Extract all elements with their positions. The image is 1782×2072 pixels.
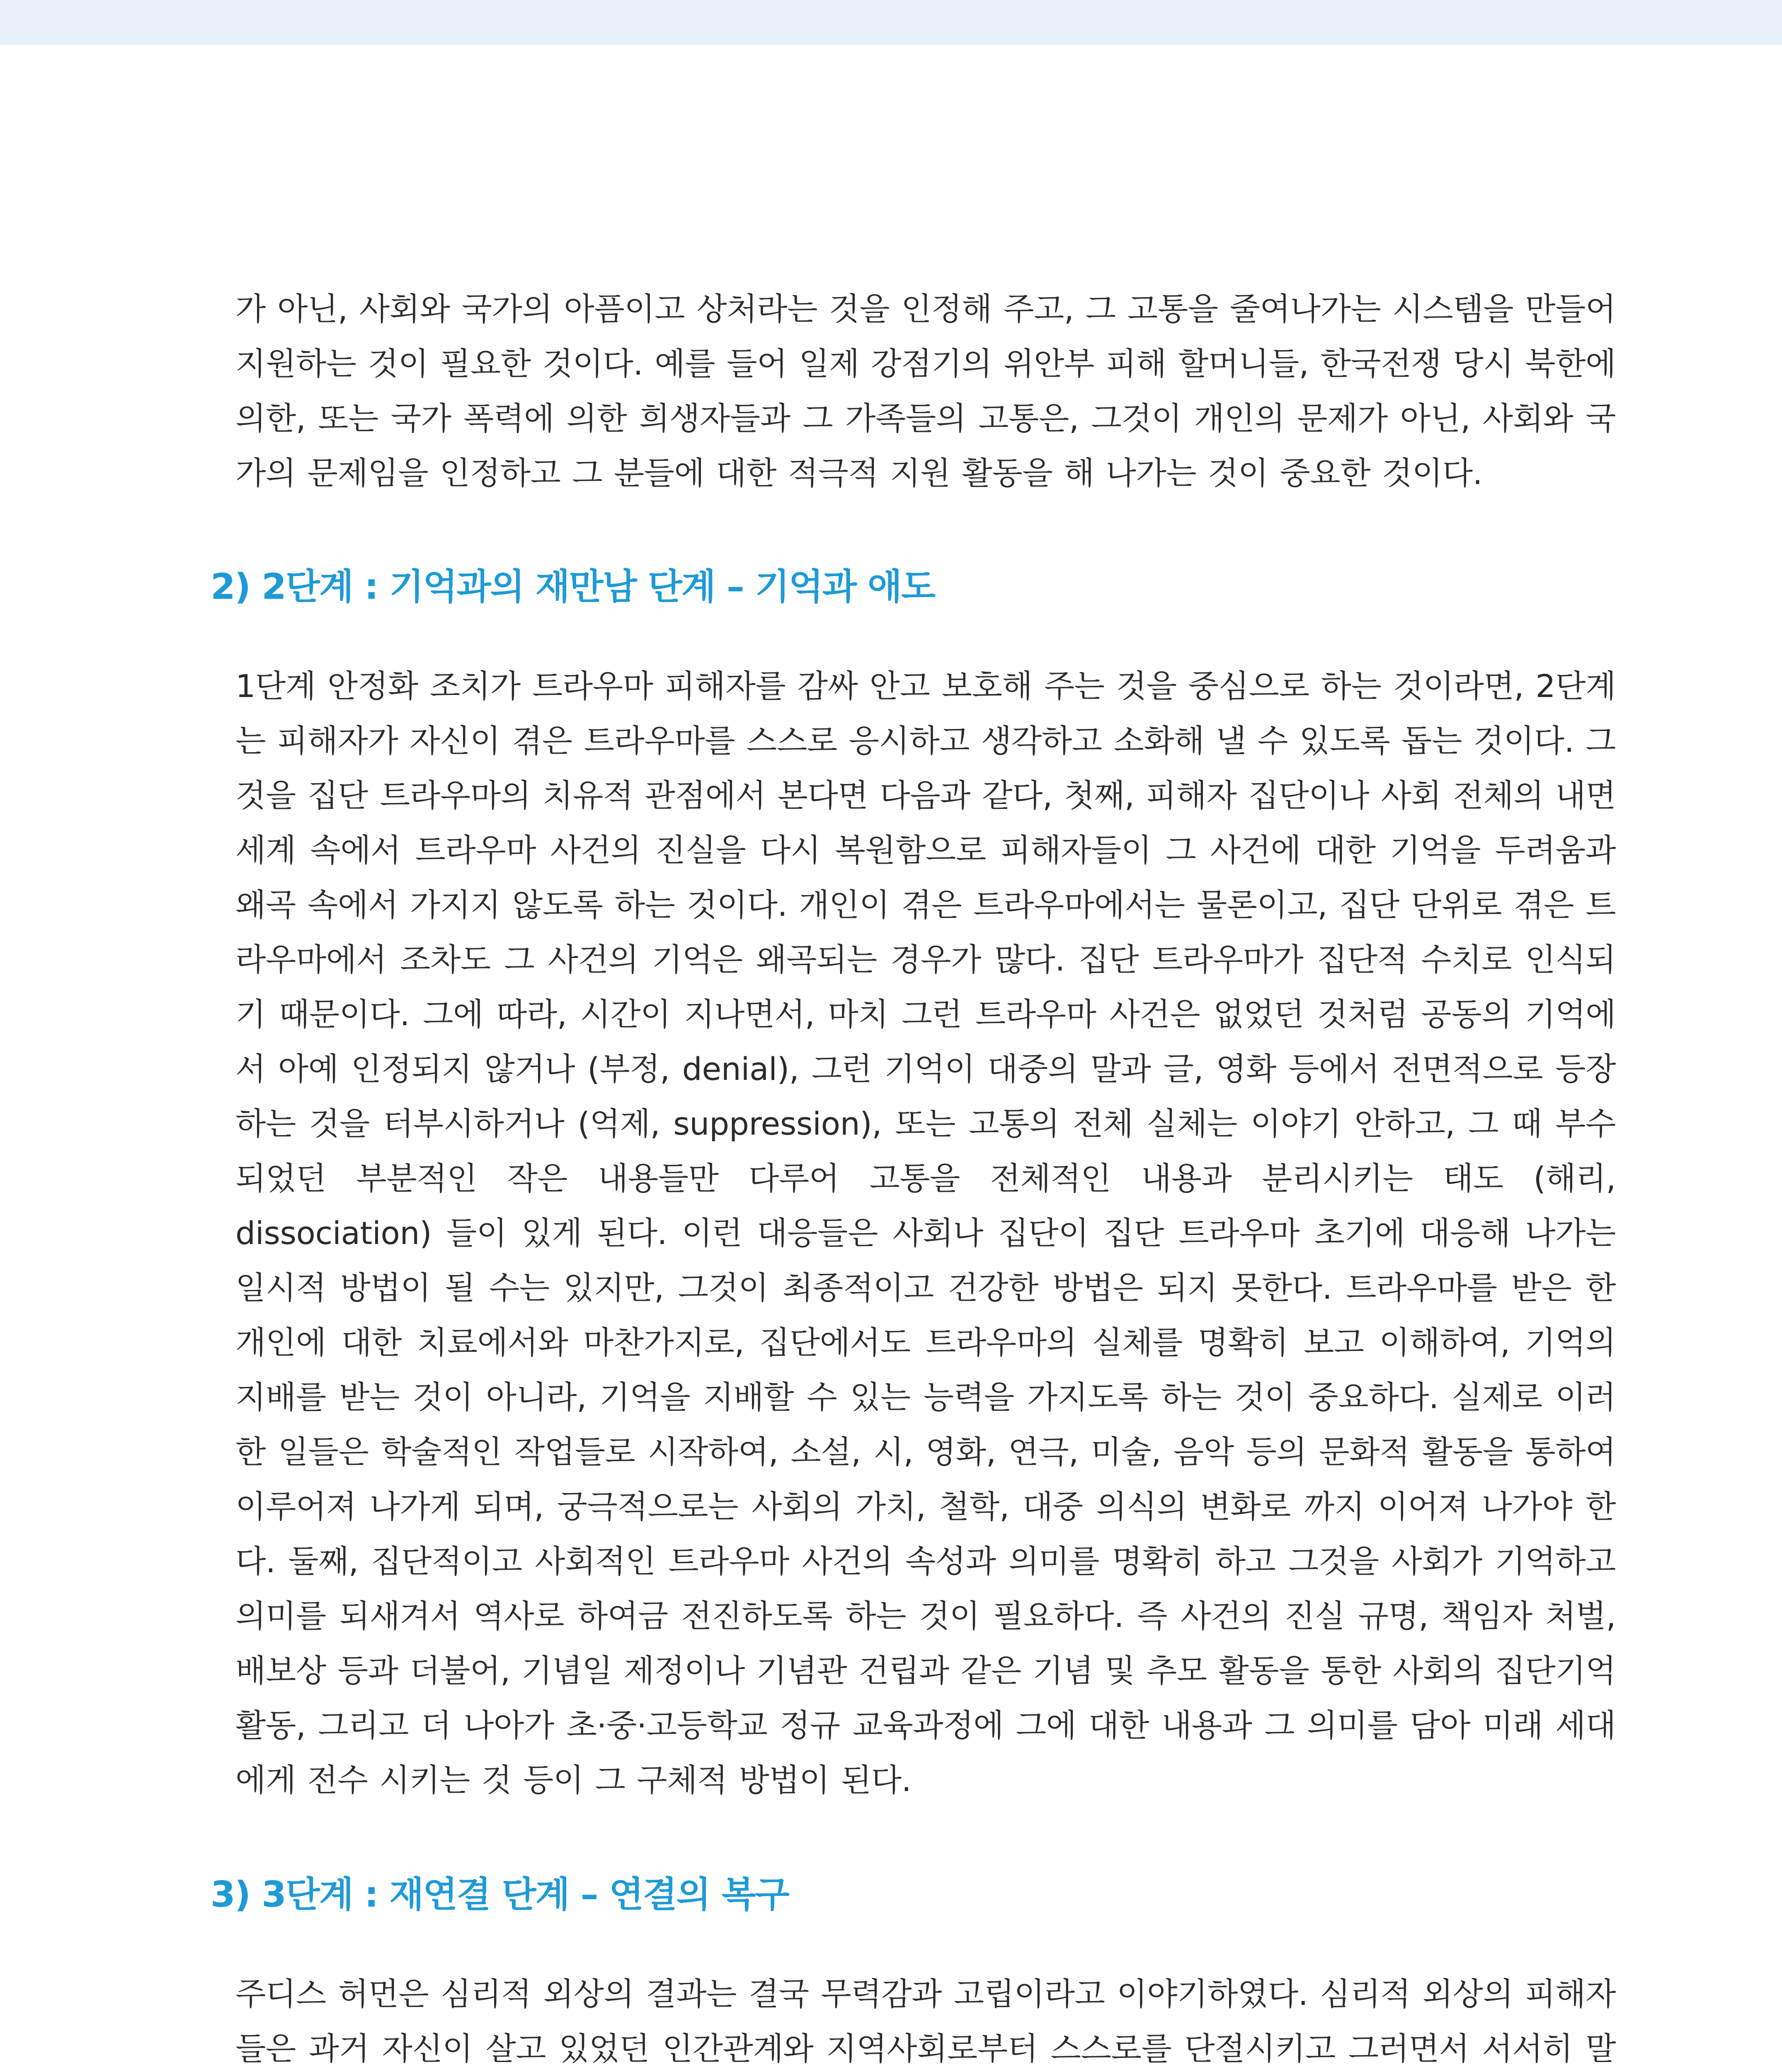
section-heading-stage2: 2) 2단계 : 기억과의 재만남 단계 – 기억과 애도 <box>211 566 935 608</box>
intro-paragraph: 가 아닌, 사회와 국가의 아픔이고 상처라는 것을 인정해 주고, 그 고통을 줄여나가는 시스템을 만들어 지원하는 것이 필요한 것이다. 예를 들어 일제 강점기의 위안부 피해 할머니들, 한국전쟁 당시 북한에 의한, 또는 국가 폭력에 의한 희생자들과 그 가족들의 고통은, 그것이 개인의 문제가 아닌, 사회와 국가의 문제임을 인정하고 그 분들에 대한 적극적 지원 활동을 해 나가는 것이 중요한 것이다. <box>235 290 1616 491</box>
stage3-paragraph: 주디스 허먼은 심리적 외상의 결과는 결국 무력감과 고립이라고 이야기하였다. 심리적 외상의 피해자들은 과거 자신이 살고 있었던 인간관계와 지역사회로부터 스스로를 단절시키고 그러면서 서서히 말 <box>235 1975 1616 2067</box>
section-heading-stage3: 3) 3단계 : 재연결 단계 – 연결의 복구 <box>211 1874 789 1915</box>
stage2-paragraph: 1단계 안정화 조치가 트라우마 피해자를 감싸 안고 보호해 주는 것을 중심으로 하는 것이라면, 2단계는 피해자가 자신이 겪은 트라우마를 스스로 응시하고 생각하고 소화해 낼 수 있도록 돕는 것이다. 그것을 집단 트라우마의 치유적 관점에서 본다면 다음과 같다, 첫째, 피해자 집단이나 사회 전체의 내면세계 속에서 트라우마 사건의 진실을 다시 복원함으로 피해자들이 그 사건에 대한 기억을 두려움과 왜곡 속에서 가지지 않도록 하는 것이다. 개인이 겪은 트라우마에서는 물론이고, 집단 단위로 겪은 트라우마에서 조차도 그 사건의 기억은 왜곡되는 경우가 많다. 집단 트라우마가 집단적 수치로 인식되기 때문이다. 그에 따라, 시간이 지나면서, 마치 그런 트라우마 사건은 없었던 것처럼 공동의 기억에서 아예 인정되지 않거나 (부정, denial), 그런 기억이 대중의 말과 글, 영화 등에서 전면적으로 등장하는 것을 터부시하거나 (억제, suppression), 또는 고통의 전체 실체는 이야기 안하고, 그 때 부수되었던 부분적인 작은 내용들만 다루어 고통을 전체적인 내용과 분리시키는 태도 (해리, dissociation) 들이 있게 된다. 이런 대응들은 사회나 집단이 집단 트라우마 초기에 대응해 나가는 일시적 방법이 될 수는 있지만, 그것이 최종적이고 건강한 방법은 되지 못한다. 트라우마를 받은 한 개인에 대한 치료에서와 마찬가지로, 집단에서도 트라우마의 실체를 명확히 보고 이해하여, 기억의 지배를 받는 것이 아니라, 기억을 지배할 수 있는 능력을 가지도록 하는 것이 중요하다. 실제로 이러한 일들은 학술적인 작업들로 시작하여, 소설, 시, 영화, 연극, 미술, 음악 등의 문화적 활동을 통하여 이루어져 나가게 되며, 궁극적으로는 사회의 가치, 철학, 대중 의식의 변화로 까지 이어져 나가야 한다. 둘째, 집단적이고 사회적인 트라우마 사건의 속성과 의미를 명확히 하고 그것을 사회가 기억하고 의미를 되새겨서 역사로 하여금 전진하도록 하는 것이 필요하다. 즉 사건의 진실 규명, 책임자 처벌, 배보상 등과 더불어, 기념일 제정이나 기념관 건립과 같은 기념 및 추모 활동을 통한 사회의 집단기억 활동, 그리고 더 나아가 초·중·고등학교 정규 교육과정에 그에 대한 내용과 그 의미를 담아 미래 세대에게 전수 시키는 것 등이 그 구체적 방법이 된다. <box>235 668 1616 1798</box>
page-content <box>211 282 1616 2072</box>
top-header-band <box>0 0 1782 45</box>
